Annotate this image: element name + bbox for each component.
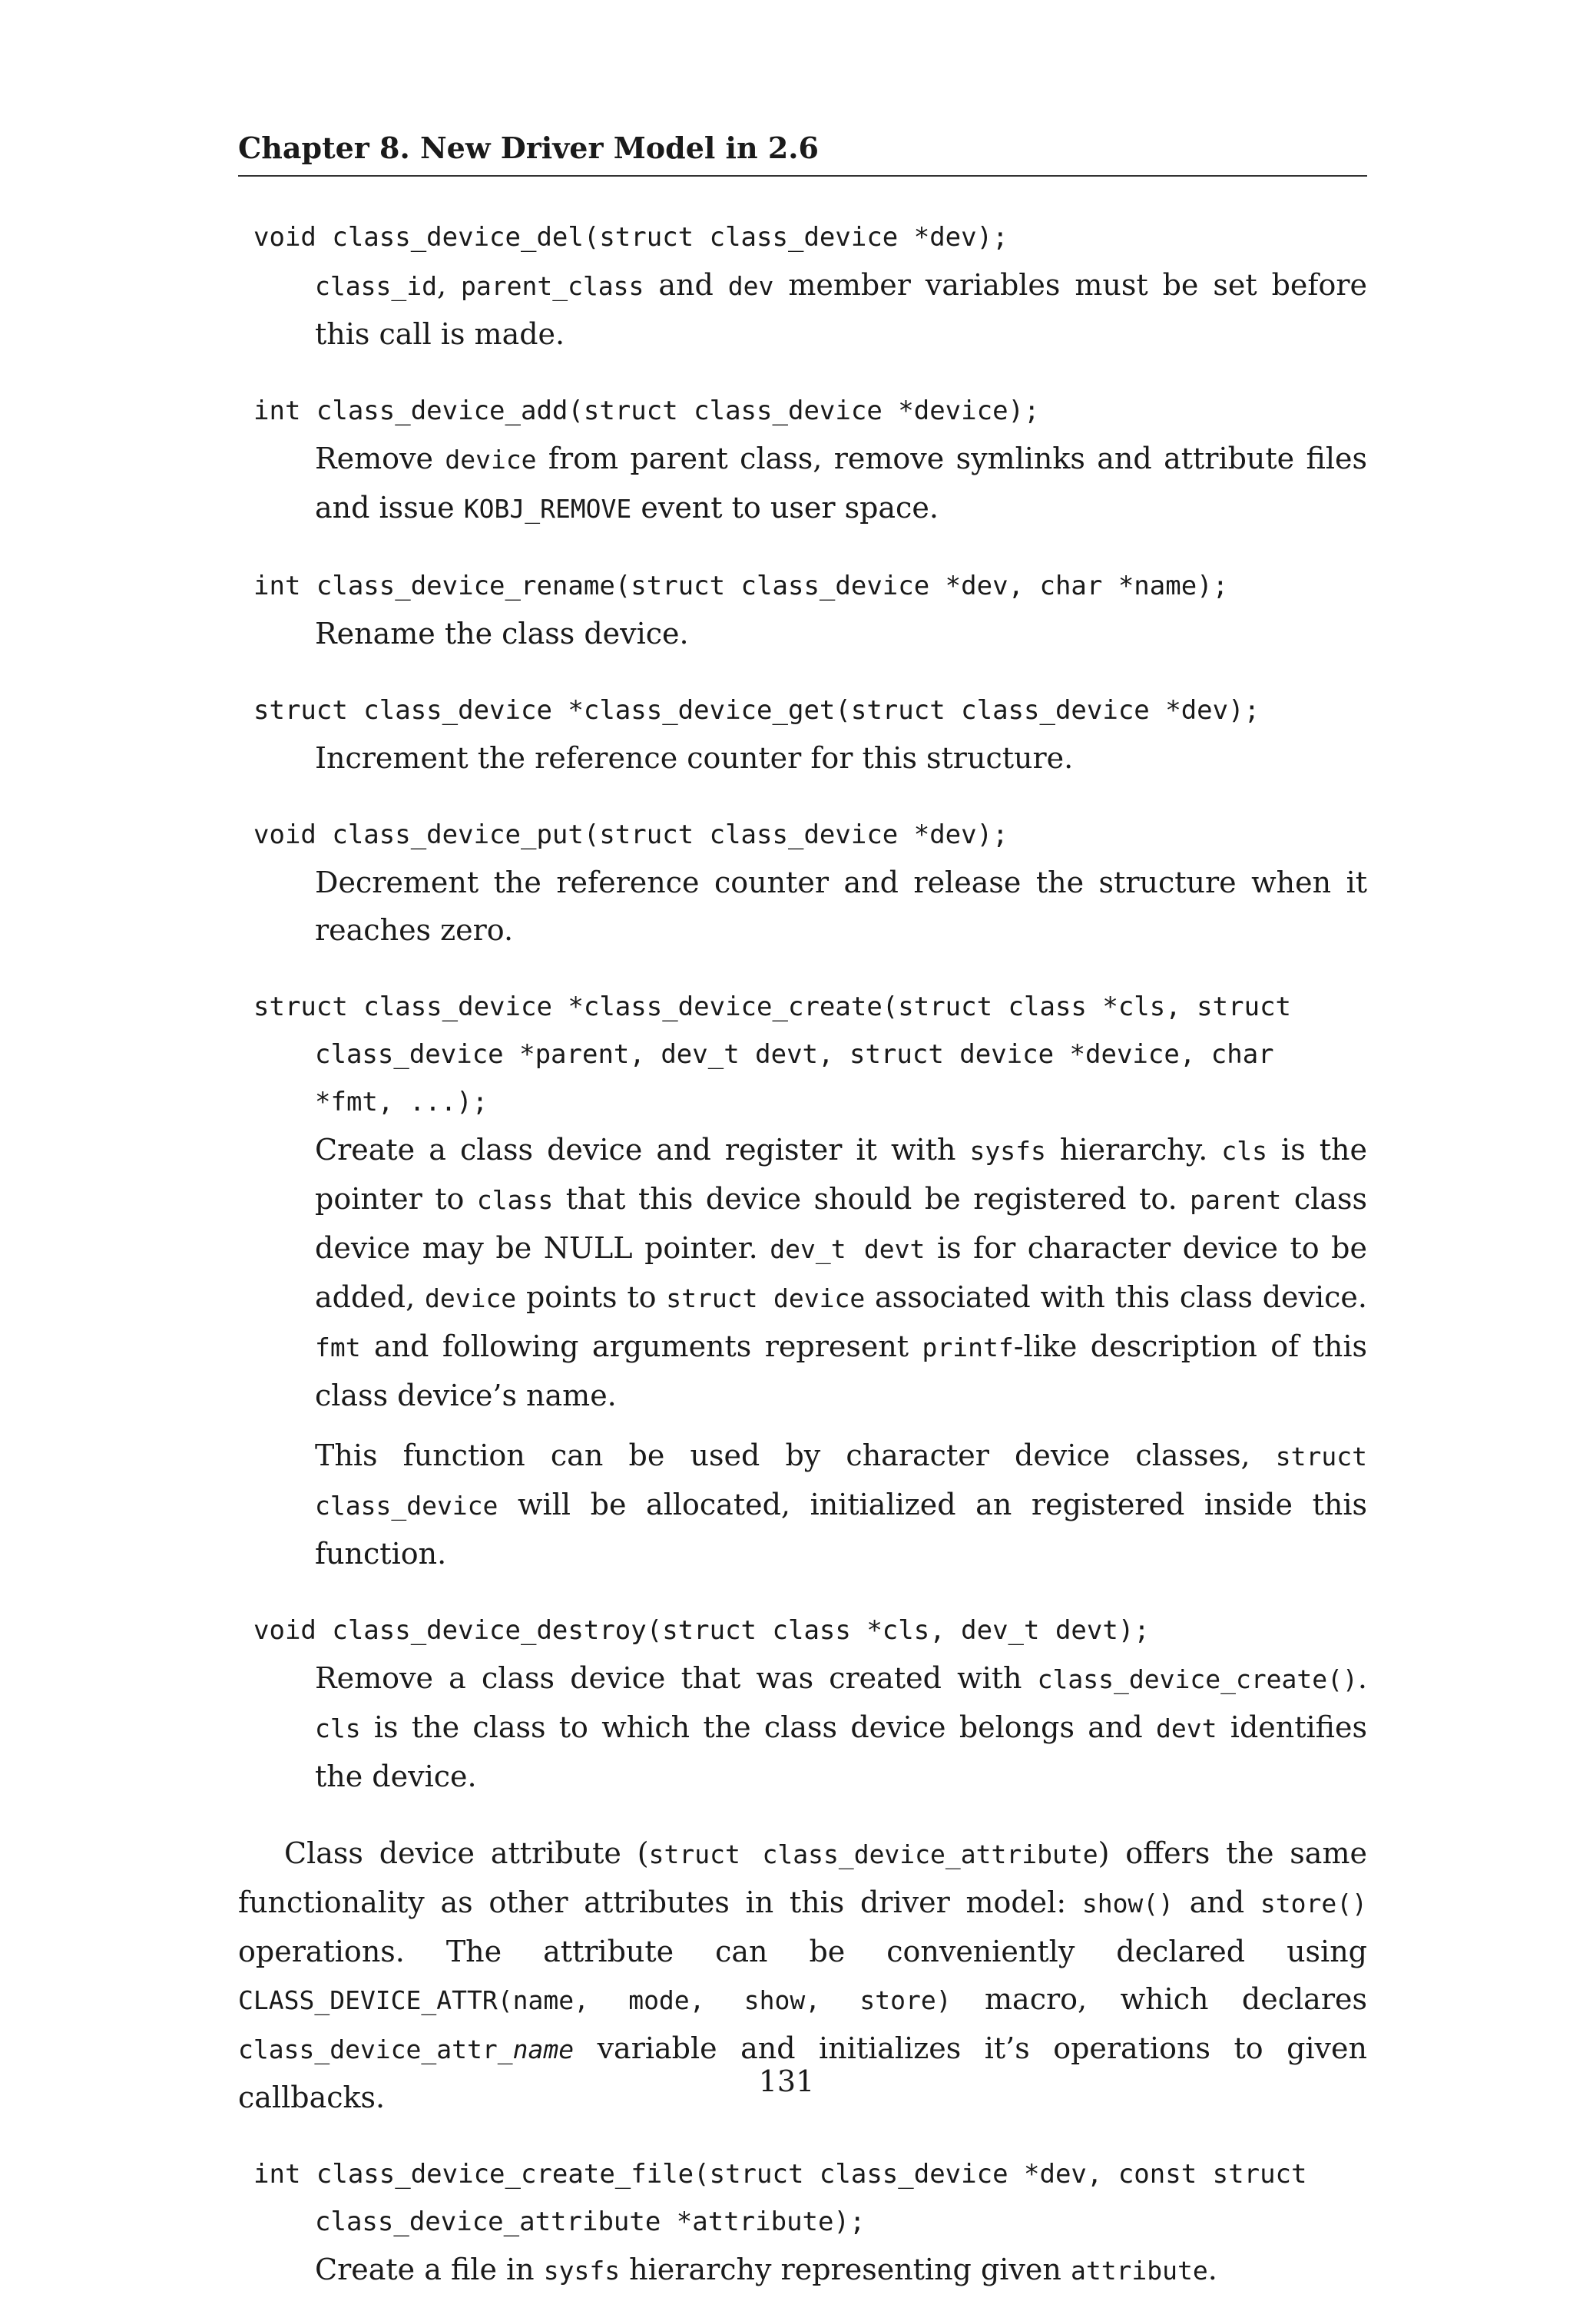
text-run: hierarchy representing given — [620, 2252, 1071, 2286]
text-run: and — [644, 267, 728, 302]
function-entry — [238, 387, 1367, 533]
inline-code: show() — [1081, 1888, 1174, 1918]
inline-code: devt — [1156, 1713, 1217, 1743]
inline-code: struct class_device_attribute — [648, 1839, 1098, 1869]
text-run: macro, which declares — [951, 1981, 1367, 2016]
text-run: . — [1357, 1660, 1367, 1695]
function-signature: class_device_attribute *attribute); — [315, 2206, 866, 2237]
function-description — [238, 610, 1367, 657]
function-signature: void class_device_put(struct class_device *dev); — [253, 819, 1008, 850]
inline-code: cls — [315, 1713, 361, 1743]
inline-code: attribute — [1070, 2255, 1208, 2286]
text-run: that this device should be registered to. — [553, 1181, 1191, 1216]
text-run: variable and initializes it’s operations to given callbacks. — [238, 2031, 1367, 2114]
function-signature: int class_device_create_file(struct class_device *dev, const struct — [253, 2158, 1307, 2190]
function-signature: struct class_device *class_device_get(struct class_device *dev); — [253, 694, 1260, 726]
inline-code: class_device_create() — [1037, 1664, 1358, 1694]
function-entry — [238, 983, 1367, 1577]
inline-code: sysfs — [543, 2255, 621, 2286]
inline-code: store() — [1260, 1888, 1367, 1918]
function-entry-create-file — [238, 2150, 1367, 2295]
function-entry — [238, 214, 1367, 358]
inline-code: class — [476, 1184, 554, 1215]
function-entry — [238, 562, 1367, 657]
text-run: will be allocated, initialized an registered inside this function. — [315, 1487, 1367, 1571]
text-run: , — [436, 267, 461, 302]
text-run: ) offers the same functionality as other attributes in this driver model: — [238, 1836, 1367, 1919]
text-run: is for character device to be added, — [315, 1230, 1367, 1314]
text-run: Decrement the reference counter and release the structure when it reaches zero. — [315, 865, 1367, 947]
function-description-extra — [238, 1432, 1367, 1577]
text-run: operations. The attribute can be conveniently declared using — [238, 1934, 1367, 1968]
inline-code: struct device — [666, 1283, 866, 1313]
text-run: Increment the reference counter for this structure. — [315, 740, 1074, 775]
inline-code: CLASS_DEVICE_ATTR(name, mode, show, store) — [238, 1985, 952, 2015]
function-signature: void class_device_destroy(struct class *cls, dev_t devt); — [253, 1614, 1150, 1646]
text-run: and — [1174, 1885, 1260, 1919]
text-run: Remove — [315, 441, 445, 475]
text-run: from parent class, remove symlinks and attribute files and issue — [315, 441, 1368, 525]
inline-code: fmt — [315, 1332, 361, 1362]
inline-code: KOBJ_REMOVE — [463, 493, 632, 524]
function-entry — [238, 2150, 1367, 2295]
function-description — [238, 1126, 1367, 1419]
function-signature: int class_device_rename(struct class_device *dev, char *name); — [253, 570, 1229, 601]
inline-code: cls — [1221, 1135, 1267, 1166]
page-number: 131 — [758, 2064, 815, 2098]
text-run: associated with this class device. — [865, 1280, 1367, 1314]
inline-code: class_id — [315, 270, 437, 301]
function-entry — [238, 1607, 1367, 1800]
function-signature: int class_device_add(struct class_device *device); — [253, 395, 1040, 426]
function-signature: class_device *parent, dev_t devt, struct device *device, char — [315, 1038, 1274, 1070]
text-run: is the class to which the class device belongs and — [360, 1710, 1157, 1744]
function-signature: *fmt, ...); — [315, 1086, 488, 1117]
text-run: is the pointer to — [315, 1132, 1367, 1216]
inline-code: device — [445, 444, 537, 475]
text-run: . — [1207, 2252, 1217, 2286]
text-run: class device may be NULL pointer. — [315, 1181, 1367, 1265]
function-description — [238, 859, 1367, 954]
function-entries — [238, 214, 1367, 1800]
text-run: hierarchy. — [1045, 1132, 1222, 1167]
text-run: Create a class device and register it with — [315, 1132, 970, 1167]
text-run: points to — [516, 1280, 667, 1314]
function-signature: struct class_device *class_device_create(struct class *cls, struct — [253, 991, 1292, 1022]
inline-code-italic: name — [512, 2034, 575, 2064]
text-run: This function can be used by character device classes, — [315, 1438, 1276, 1472]
function-description — [238, 2246, 1367, 2295]
inline-code: device — [424, 1283, 517, 1313]
text-run: Create a file in — [315, 2252, 544, 2286]
function-entry — [238, 811, 1367, 954]
text-run: Remove a class device that was created with — [315, 1660, 1038, 1695]
function-description — [238, 261, 1367, 358]
text-run: member variables must be set before this call is made. — [315, 267, 1367, 351]
text-run: -like description of this class device’s name. — [315, 1329, 1367, 1412]
text-run: event to user space. — [631, 490, 939, 525]
inline-code: dev_t devt — [770, 1233, 926, 1264]
inline-code: sysfs — [969, 1135, 1046, 1166]
function-description — [238, 734, 1367, 782]
page-content — [238, 214, 1367, 2295]
inline-code: parent_class — [461, 270, 644, 301]
inline-code: parent — [1190, 1184, 1282, 1215]
inline-code: dev — [727, 270, 774, 301]
function-entry — [238, 687, 1367, 782]
function-description — [238, 1654, 1367, 1800]
inline-code: printf — [922, 1332, 1014, 1362]
function-signature: void class_device_del(struct class_device *dev); — [253, 221, 1008, 253]
function-description — [238, 435, 1367, 533]
document-page — [238, 131, 1367, 2324]
text-run: Class device attribute ( — [284, 1836, 649, 1870]
text-run: Rename the class device. — [315, 616, 689, 651]
inline-code: struct class_device — [315, 1441, 1367, 1521]
running-header: Chapter 8. New Driver Model in 2.6 — [238, 131, 1367, 177]
text-run: identifies the device. — [315, 1710, 1367, 1793]
inline-code: class_device_attr_ — [238, 2034, 513, 2064]
text-run: and following arguments represent — [360, 1329, 922, 1363]
